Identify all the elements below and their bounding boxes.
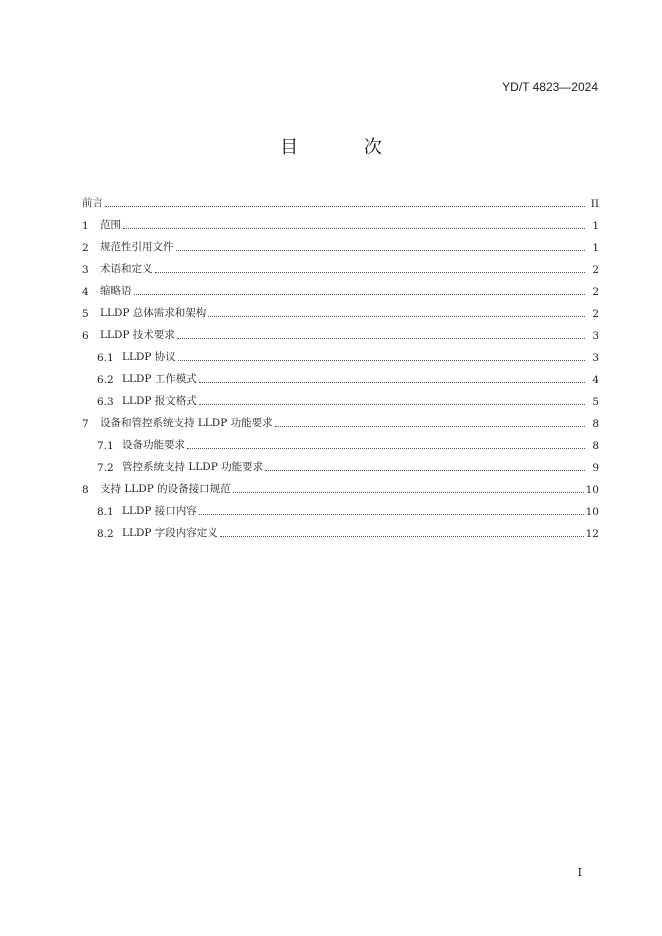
toc-entry[interactable] bbox=[82, 518, 599, 540]
toc-entry-page: 2 bbox=[592, 286, 599, 298]
toc-entry-number: 1 bbox=[82, 220, 89, 232]
toc-entry-number: 3 bbox=[82, 264, 89, 276]
toc-entry[interactable] bbox=[82, 276, 599, 298]
toc-entry-page: 10 bbox=[585, 506, 599, 518]
toc-entry-number: 7.2 bbox=[97, 462, 114, 474]
toc-entry[interactable] bbox=[82, 474, 599, 496]
toc-entry-label: 规范性引用文件 bbox=[100, 241, 174, 253]
toc-entry-number: 7 bbox=[82, 418, 89, 430]
toc-entry-number: 6.2 bbox=[97, 374, 114, 386]
toc-leader-dots bbox=[275, 426, 585, 427]
toc-leader-dots bbox=[105, 206, 585, 207]
toc-entry-label: 缩略语 bbox=[100, 285, 132, 297]
toc-entry[interactable] bbox=[82, 452, 599, 474]
toc-leader-dots bbox=[178, 360, 585, 361]
toc-entry-number: 5 bbox=[82, 308, 89, 320]
toc-entry-number: 7.1 bbox=[97, 440, 114, 452]
toc-entry-page: 3 bbox=[592, 352, 599, 364]
toc-entry-label: 管控系统支持 LLDP 功能要求 bbox=[122, 461, 264, 473]
toc-leader-dots bbox=[265, 470, 585, 471]
toc-entry-page: 8 bbox=[592, 418, 599, 430]
toc-entry-page: 4 bbox=[592, 374, 599, 386]
toc-entry-label: 设备功能要求 bbox=[122, 439, 185, 451]
toc-entry-page: 1 bbox=[592, 242, 599, 254]
toc-entry-number: 6.1 bbox=[97, 352, 114, 364]
toc-leader-dots bbox=[233, 492, 584, 493]
toc-entry-label: 设备和管控系统支持 LLDP 功能要求 bbox=[100, 417, 273, 429]
toc-entry-number: 4 bbox=[82, 286, 89, 298]
toc-entry-page: 1 bbox=[592, 220, 599, 232]
toc-entry-label: LLDP 协议 bbox=[122, 351, 176, 363]
toc-entry[interactable] bbox=[82, 430, 599, 452]
document-code: YD/T 4823—2024 bbox=[502, 80, 598, 94]
toc-entry-label: LLDP 报文格式 bbox=[122, 395, 197, 407]
toc-entry-number: 2 bbox=[82, 242, 89, 254]
toc-entry[interactable] bbox=[82, 386, 599, 408]
toc-entry[interactable] bbox=[82, 364, 599, 386]
toc-entry-number: 6.3 bbox=[97, 396, 114, 408]
toc-leader-dots bbox=[220, 536, 584, 537]
toc-entry-label: 前言 bbox=[82, 197, 103, 209]
toc-leader-dots bbox=[208, 316, 585, 317]
toc-leader-dots bbox=[199, 404, 585, 405]
toc-leader-dots bbox=[177, 338, 585, 339]
toc-entry[interactable] bbox=[82, 408, 599, 430]
toc-entry-page: 9 bbox=[592, 462, 599, 474]
page-title: 目 次 bbox=[280, 137, 412, 158]
toc-entry[interactable] bbox=[82, 298, 599, 320]
toc-entry-label: LLDP 接口内容 bbox=[122, 505, 197, 517]
toc-entry-page: 12 bbox=[585, 528, 599, 540]
toc-entry[interactable] bbox=[82, 188, 599, 210]
toc-entry-page: 3 bbox=[592, 330, 599, 342]
toc-entry-label: LLDP 字段内容定义 bbox=[122, 527, 218, 539]
toc-entry[interactable] bbox=[82, 496, 599, 518]
toc-entry-number: 8.2 bbox=[97, 528, 114, 540]
toc-entry-label: 支持 LLDP 的设备接口规范 bbox=[100, 483, 231, 495]
toc-entry-label: LLDP 技术要求 bbox=[100, 329, 175, 341]
toc-leader-dots bbox=[199, 382, 585, 383]
page-number: I bbox=[577, 866, 582, 879]
toc-entry-label: LLDP 总体需求和架构 bbox=[100, 307, 207, 319]
toc-entry-number: 8 bbox=[82, 484, 89, 496]
toc-leader-dots bbox=[155, 272, 586, 273]
toc-entry[interactable] bbox=[82, 232, 599, 254]
toc-leader-dots bbox=[199, 514, 584, 515]
toc-entry-label: 术语和定义 bbox=[100, 263, 153, 275]
toc-leader-dots bbox=[123, 228, 585, 229]
table-of-contents bbox=[82, 188, 599, 540]
toc-leader-dots bbox=[187, 448, 585, 449]
toc-entry[interactable] bbox=[82, 210, 599, 232]
toc-entry[interactable] bbox=[82, 342, 599, 364]
toc-entry[interactable] bbox=[82, 254, 599, 276]
toc-entry-page: 2 bbox=[592, 264, 599, 276]
toc-entry-page: 8 bbox=[592, 440, 599, 452]
toc-leader-dots bbox=[176, 250, 586, 251]
toc-entry-page: II bbox=[590, 198, 599, 210]
toc-entry-page: 2 bbox=[592, 308, 599, 320]
toc-entry-label: 范围 bbox=[100, 219, 121, 231]
toc-leader-dots bbox=[134, 294, 586, 295]
toc-entry-label: LLDP 工作模式 bbox=[122, 373, 197, 385]
toc-entry-number: 6 bbox=[82, 330, 89, 342]
toc-entry[interactable] bbox=[82, 320, 599, 342]
toc-entry-page: 5 bbox=[592, 396, 599, 408]
toc-entry-number: 8.1 bbox=[97, 506, 114, 518]
toc-entry-page: 10 bbox=[585, 484, 599, 496]
